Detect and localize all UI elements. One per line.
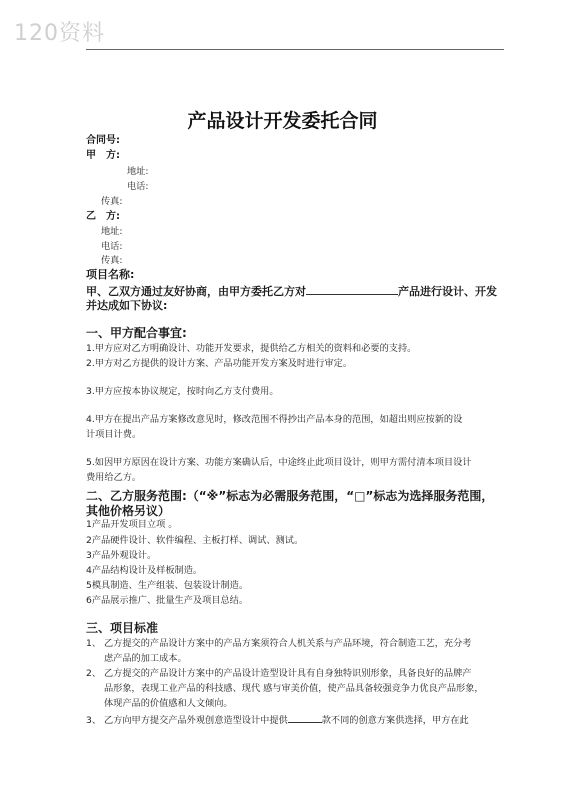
section1-item: 2.甲方对乙方提供的设计方案、产品功能开发方案及时进行审定。 xyxy=(86,358,353,369)
watermark: 120资料 xyxy=(14,21,105,46)
section3-line: 2、 乙方提交的产品设计方案中的产品设计造型设计具有自身独特识别形象，具备良好的品牌产 xyxy=(86,668,472,679)
party-a-address-label: 地址: xyxy=(127,166,149,177)
party-a-fax-label: 传真: xyxy=(101,196,123,207)
section1-item: 费用给乙方。 xyxy=(86,472,142,483)
section3-line: 1、 乙方提交的产品设计方案中的产品方案须符合人机关系与产品环境，符合制造工艺，充分考 xyxy=(86,638,472,649)
section3-heading: 三、项目标准 xyxy=(86,621,159,635)
section2-item: 5模具制造、生产组装、包装设计制造。 xyxy=(86,580,249,591)
section3-line3-pre: 3、 乙方向甲方提交产品外观创意造型设计中提供 xyxy=(86,715,288,726)
party-b-fax-label: 传真: xyxy=(101,255,123,266)
project-name-label: 项目名称: xyxy=(86,268,135,281)
count-blank xyxy=(288,712,322,723)
party-a-phone-label: 电话: xyxy=(127,181,149,192)
document-title: 产品设计开发委托合同 xyxy=(187,110,378,132)
section2-heading: 二、乙方服务范围:（“※”标志为必需服务范围，“□”标志为选择服务范围， xyxy=(86,489,494,503)
section2-item: 2产品硬件设计、软件编程、主板打样、调试、测试。 xyxy=(86,535,304,546)
section3-line3-post: 款不同的创意方案供选择，甲方在此 xyxy=(321,715,469,726)
agreement-line-2: 并达成如下协议: xyxy=(86,299,168,312)
contract-no-label: 合同号: xyxy=(86,135,120,146)
agreement-text-pre: 甲、乙双方通过友好协商，由甲方委托乙方对 xyxy=(86,285,306,298)
party-b-address-label: 地址: xyxy=(101,226,123,237)
section1-item: 5.如因甲方原因在设计方案、功能方案确认后，中途终止此项目设计，则甲方需付清本项目设计 xyxy=(86,457,472,468)
product-name-blank xyxy=(306,284,398,295)
agreement-text-post: 产品进行设计、开发 xyxy=(398,285,497,298)
header-rule xyxy=(86,49,504,50)
section1-heading: 一、甲方配合事宜: xyxy=(86,326,187,340)
section3-line-3 xyxy=(86,712,469,728)
section2-item: 4产品结构设计及样板制造。 xyxy=(86,565,203,576)
section2-item: 3产品外观设计。 xyxy=(86,550,157,561)
party-b-phone-label: 电话: xyxy=(101,241,123,252)
section3-line: 虑产品的加工成本。 xyxy=(104,653,187,664)
section2-heading-cont: 其他价格另议） xyxy=(86,504,171,518)
section1-item: 计项目计费。 xyxy=(86,429,142,440)
section3-line: 体现产品的价值感和人文倾向。 xyxy=(104,698,233,709)
section2-item: 1产品开发项目立项 。 xyxy=(86,519,178,530)
section2-item: 6产品展示推广、批量生产及项目总结。 xyxy=(86,595,249,606)
party-b-label: 乙 方: xyxy=(86,211,120,222)
agreement-line-1 xyxy=(86,284,497,299)
section1-item: 1.甲方应对乙方明确设计、功能开发要求，提供给乙方相关的资料和必要的支持。 xyxy=(86,343,417,354)
section1-item: 4.甲方在提出产品方案修改意见时，修改范围不得抄出产品本身的范围，如超出则应按新的设 xyxy=(86,414,463,425)
party-a-label: 甲 方: xyxy=(86,150,120,161)
section3-line: 品形象，表现工业产品的科技感、现代 感与审美价值，使产品具备较强竞争力优良产品形象， xyxy=(104,683,484,694)
section1-item: 3.甲方应按本协议规定，按时向乙方支付费用。 xyxy=(86,386,279,397)
